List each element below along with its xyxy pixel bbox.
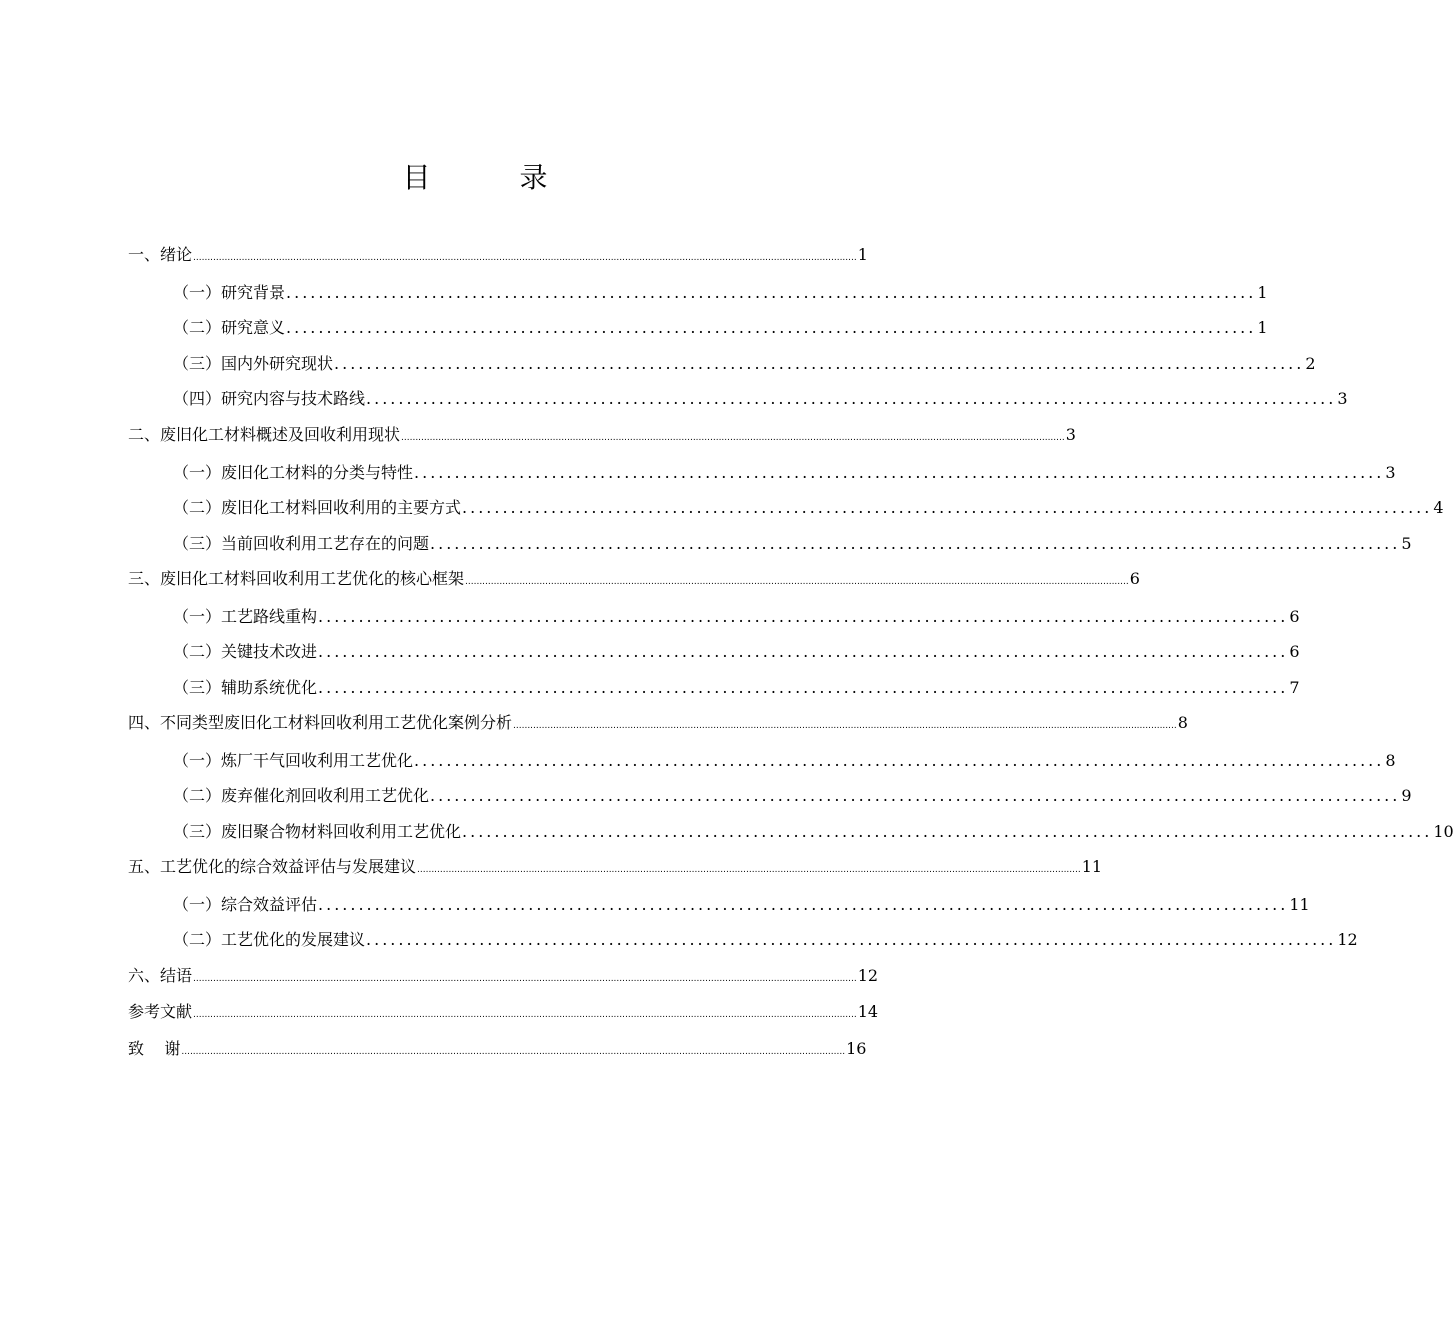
toc-entry[interactable] xyxy=(173,349,1316,375)
toc-entry-page: 8 xyxy=(1177,713,1188,732)
dot-leader: ........................................................................................................................................................................................................................................ xyxy=(193,253,857,263)
toc-entry-label: （四）研究内容与技术路线 xyxy=(173,389,366,408)
toc-entry-page: 6 xyxy=(1289,642,1300,661)
toc-entry-page: 8 xyxy=(1385,751,1396,770)
dot-leader: ........................................................................................................................................................................................................................................ xyxy=(193,974,857,984)
toc-entry-page: 6 xyxy=(1289,607,1300,626)
toc-entry[interactable] xyxy=(173,673,1300,699)
toc-entry[interactable] xyxy=(128,420,1076,446)
toc-entry-page: 10 xyxy=(1433,822,1454,841)
toc-entry-label: 六、结语 xyxy=(128,966,193,985)
toc-entry-label: 二、废旧化工材料概述及回收利用现状 xyxy=(128,425,401,444)
dot-leader: ........................................................................................................................ xyxy=(414,463,1385,482)
toc-entry-page: 3 xyxy=(1385,463,1396,482)
toc-entry-page: 5 xyxy=(1401,534,1412,553)
toc-entry[interactable] xyxy=(173,746,1396,772)
toc-entry-label: 五、工艺优化的综合效益评估与发展建议 xyxy=(128,857,417,876)
dot-leader: ........................................................................................................................ xyxy=(286,283,1257,302)
toc-entry-label: 四、不同类型废旧化工材料回收利用工艺优化案例分析 xyxy=(128,713,513,732)
toc-entry-page: 11 xyxy=(1289,895,1310,914)
toc-entry[interactable] xyxy=(173,602,1300,628)
toc-entry[interactable] xyxy=(173,890,1310,916)
dot-leader: ........................................................................................................................ xyxy=(366,389,1337,408)
toc-entry[interactable] xyxy=(128,240,868,266)
toc-entry[interactable] xyxy=(173,458,1396,484)
toc-entry-page: 11 xyxy=(1081,857,1103,876)
toc-entry-label: （一）炼厂干气回收利用工艺优化 xyxy=(173,751,414,770)
toc-entry[interactable] xyxy=(173,529,1412,555)
toc-entry-label: 致 谢 xyxy=(128,1039,181,1058)
dot-leader: ........................................................................................................................ xyxy=(318,642,1289,661)
dot-leader: ........................................................................................................................................................................................................................................ xyxy=(181,1047,846,1057)
dot-leader: ........................................................................................................................................................................................................................................ xyxy=(193,1010,857,1020)
dot-leader: ........................................................................................................................ xyxy=(318,607,1289,626)
toc-entry[interactable] xyxy=(173,925,1358,951)
toc-entry-label: 参考文献 xyxy=(128,1002,193,1021)
dot-leader: ........................................................................................................................ xyxy=(430,786,1401,805)
toc-entry-label: （一）工艺路线重构 xyxy=(173,607,318,626)
toc-entry[interactable] xyxy=(128,1034,867,1060)
toc-entry-label: （三）国内外研究现状 xyxy=(173,354,334,373)
toc-entry[interactable] xyxy=(128,708,1188,734)
toc-entry[interactable] xyxy=(128,961,879,987)
toc-entry-page: 3 xyxy=(1337,389,1348,408)
toc-entry[interactable] xyxy=(128,997,879,1023)
toc-entry-page: 12 xyxy=(1337,930,1358,949)
toc-entry[interactable] xyxy=(128,564,1140,590)
toc-entry-label: （一）研究背景 xyxy=(173,283,286,302)
toc-entry[interactable] xyxy=(173,384,1348,410)
toc-entry-label: （三）废旧聚合物材料回收利用工艺优化 xyxy=(173,822,462,841)
toc-entry-label: （二）废弃催化剂回收利用工艺优化 xyxy=(173,786,430,805)
toc-entry[interactable] xyxy=(173,493,1444,519)
toc-entry-label: 三、废旧化工材料回收利用工艺优化的核心框架 xyxy=(128,569,465,588)
toc-entry-label: （三）当前回收利用工艺存在的问题 xyxy=(173,534,430,553)
dot-leader: ........................................................................................................................ xyxy=(414,751,1385,770)
toc-title: 目 录 xyxy=(402,161,588,194)
toc-entry-page: 1 xyxy=(857,245,868,264)
toc-entry-label: （三）辅助系统优化 xyxy=(173,678,318,697)
toc-entry-page: 16 xyxy=(846,1039,867,1058)
toc-entry-label: （二）工艺优化的发展建议 xyxy=(173,930,366,949)
dot-leader: ........................................................................................................................................................................................................................................ xyxy=(513,721,1177,731)
toc-entry[interactable] xyxy=(173,313,1268,339)
dot-leader: ........................................................................................................................ xyxy=(462,822,1433,841)
toc-entry-label: 一、绪论 xyxy=(128,245,193,264)
toc-entry[interactable] xyxy=(173,278,1268,304)
toc-entry[interactable] xyxy=(173,781,1412,807)
toc-entry[interactable] xyxy=(128,852,1103,878)
toc-entry-label: （二）废旧化工材料回收利用的主要方式 xyxy=(173,498,462,517)
toc-entry-page: 2 xyxy=(1305,354,1316,373)
toc-entry-page: 14 xyxy=(857,1002,879,1021)
dot-leader: ........................................................................................................................ xyxy=(334,354,1305,373)
toc-entry-page: 4 xyxy=(1433,498,1444,517)
dot-leader: ........................................................................................................................................................................................................................................ xyxy=(401,433,1065,443)
dot-leader: ........................................................................................................................................................................................................................................ xyxy=(417,865,1081,875)
toc-entry-label: （一）废旧化工材料的分类与特性 xyxy=(173,463,414,482)
toc-entry-label: （二）关键技术改进 xyxy=(173,642,318,661)
toc-entry-page: 1 xyxy=(1257,283,1268,302)
dot-leader: ........................................................................................................................ xyxy=(318,895,1289,914)
toc-entry-page: 9 xyxy=(1401,786,1412,805)
toc-entry-label: （二）研究意义 xyxy=(173,318,286,337)
toc-entry-page: 12 xyxy=(857,966,879,985)
toc-entry-page: 7 xyxy=(1289,678,1300,697)
toc-entry-page: 6 xyxy=(1129,569,1140,588)
dot-leader: ........................................................................................................................ xyxy=(430,534,1401,553)
dot-leader: ........................................................................................................................ xyxy=(366,930,1337,949)
dot-leader: ........................................................................................................................................................................................................................................ xyxy=(465,577,1129,587)
toc-entry-label: （一）综合效益评估 xyxy=(173,895,318,914)
toc-entry-page: 3 xyxy=(1065,425,1076,444)
toc-entry[interactable] xyxy=(173,637,1300,663)
dot-leader: ........................................................................................................................ xyxy=(286,318,1257,337)
toc-entry-page: 1 xyxy=(1257,318,1268,337)
dot-leader: ........................................................................................................................ xyxy=(318,678,1289,697)
dot-leader: ........................................................................................................................ xyxy=(462,498,1433,517)
toc-entry[interactable] xyxy=(173,817,1454,843)
